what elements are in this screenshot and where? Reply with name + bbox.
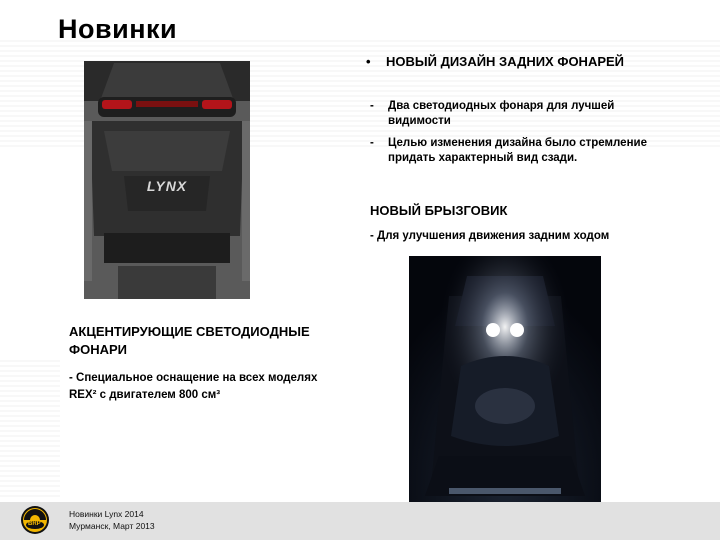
list-item-text: Целью изменения дизайна было стремление придать характерный вид сзади. (388, 137, 647, 164)
snowmobile-rear-photo (84, 61, 250, 299)
list-dash: - (370, 100, 374, 112)
accent-lights-heading: АКЦЕНТИРУЮЩИЕ СВЕТОДИОДНЫЕ ФОНАРИ (69, 324, 310, 357)
list-item-text: Два светодиодных фонаря для лучшей видимости (388, 100, 615, 127)
footer-text (69, 508, 155, 532)
taillights-heading-text: НОВЫЙ ДИЗАЙН ЗАДНИХ ФОНАРЕЙ (386, 54, 625, 69)
slide-title: Новинки (58, 14, 178, 44)
taillights-features-list (370, 99, 670, 173)
list-item (370, 136, 670, 166)
background-stripes-left (0, 360, 60, 500)
footer-line-2: Мурманск, Март 2013 (69, 521, 155, 531)
bullet-dot: • (366, 54, 371, 69)
brp-logo (20, 505, 50, 535)
mudflap-heading: НОВЫЙ БРЫЗГОВИК (370, 203, 508, 218)
brp-logo-text: BRP (28, 521, 41, 527)
list-item (370, 99, 670, 129)
list-dash: - (370, 137, 374, 149)
accent-lights-text: - Специальное оснащение на всех моделях REX² с двигателем 800 см³ (69, 372, 318, 401)
snowmobile-front-photo (409, 256, 601, 540)
mudflap-text: - Для улучшения движения задним ходом (370, 230, 610, 242)
footer-line-1: Новинки Lynx 2014 (69, 509, 144, 519)
lynx-logo: LYNX (146, 178, 188, 194)
snowmobile-front-illustration (409, 256, 601, 540)
taillights-heading (366, 52, 686, 71)
brp-logo-icon (20, 505, 50, 535)
